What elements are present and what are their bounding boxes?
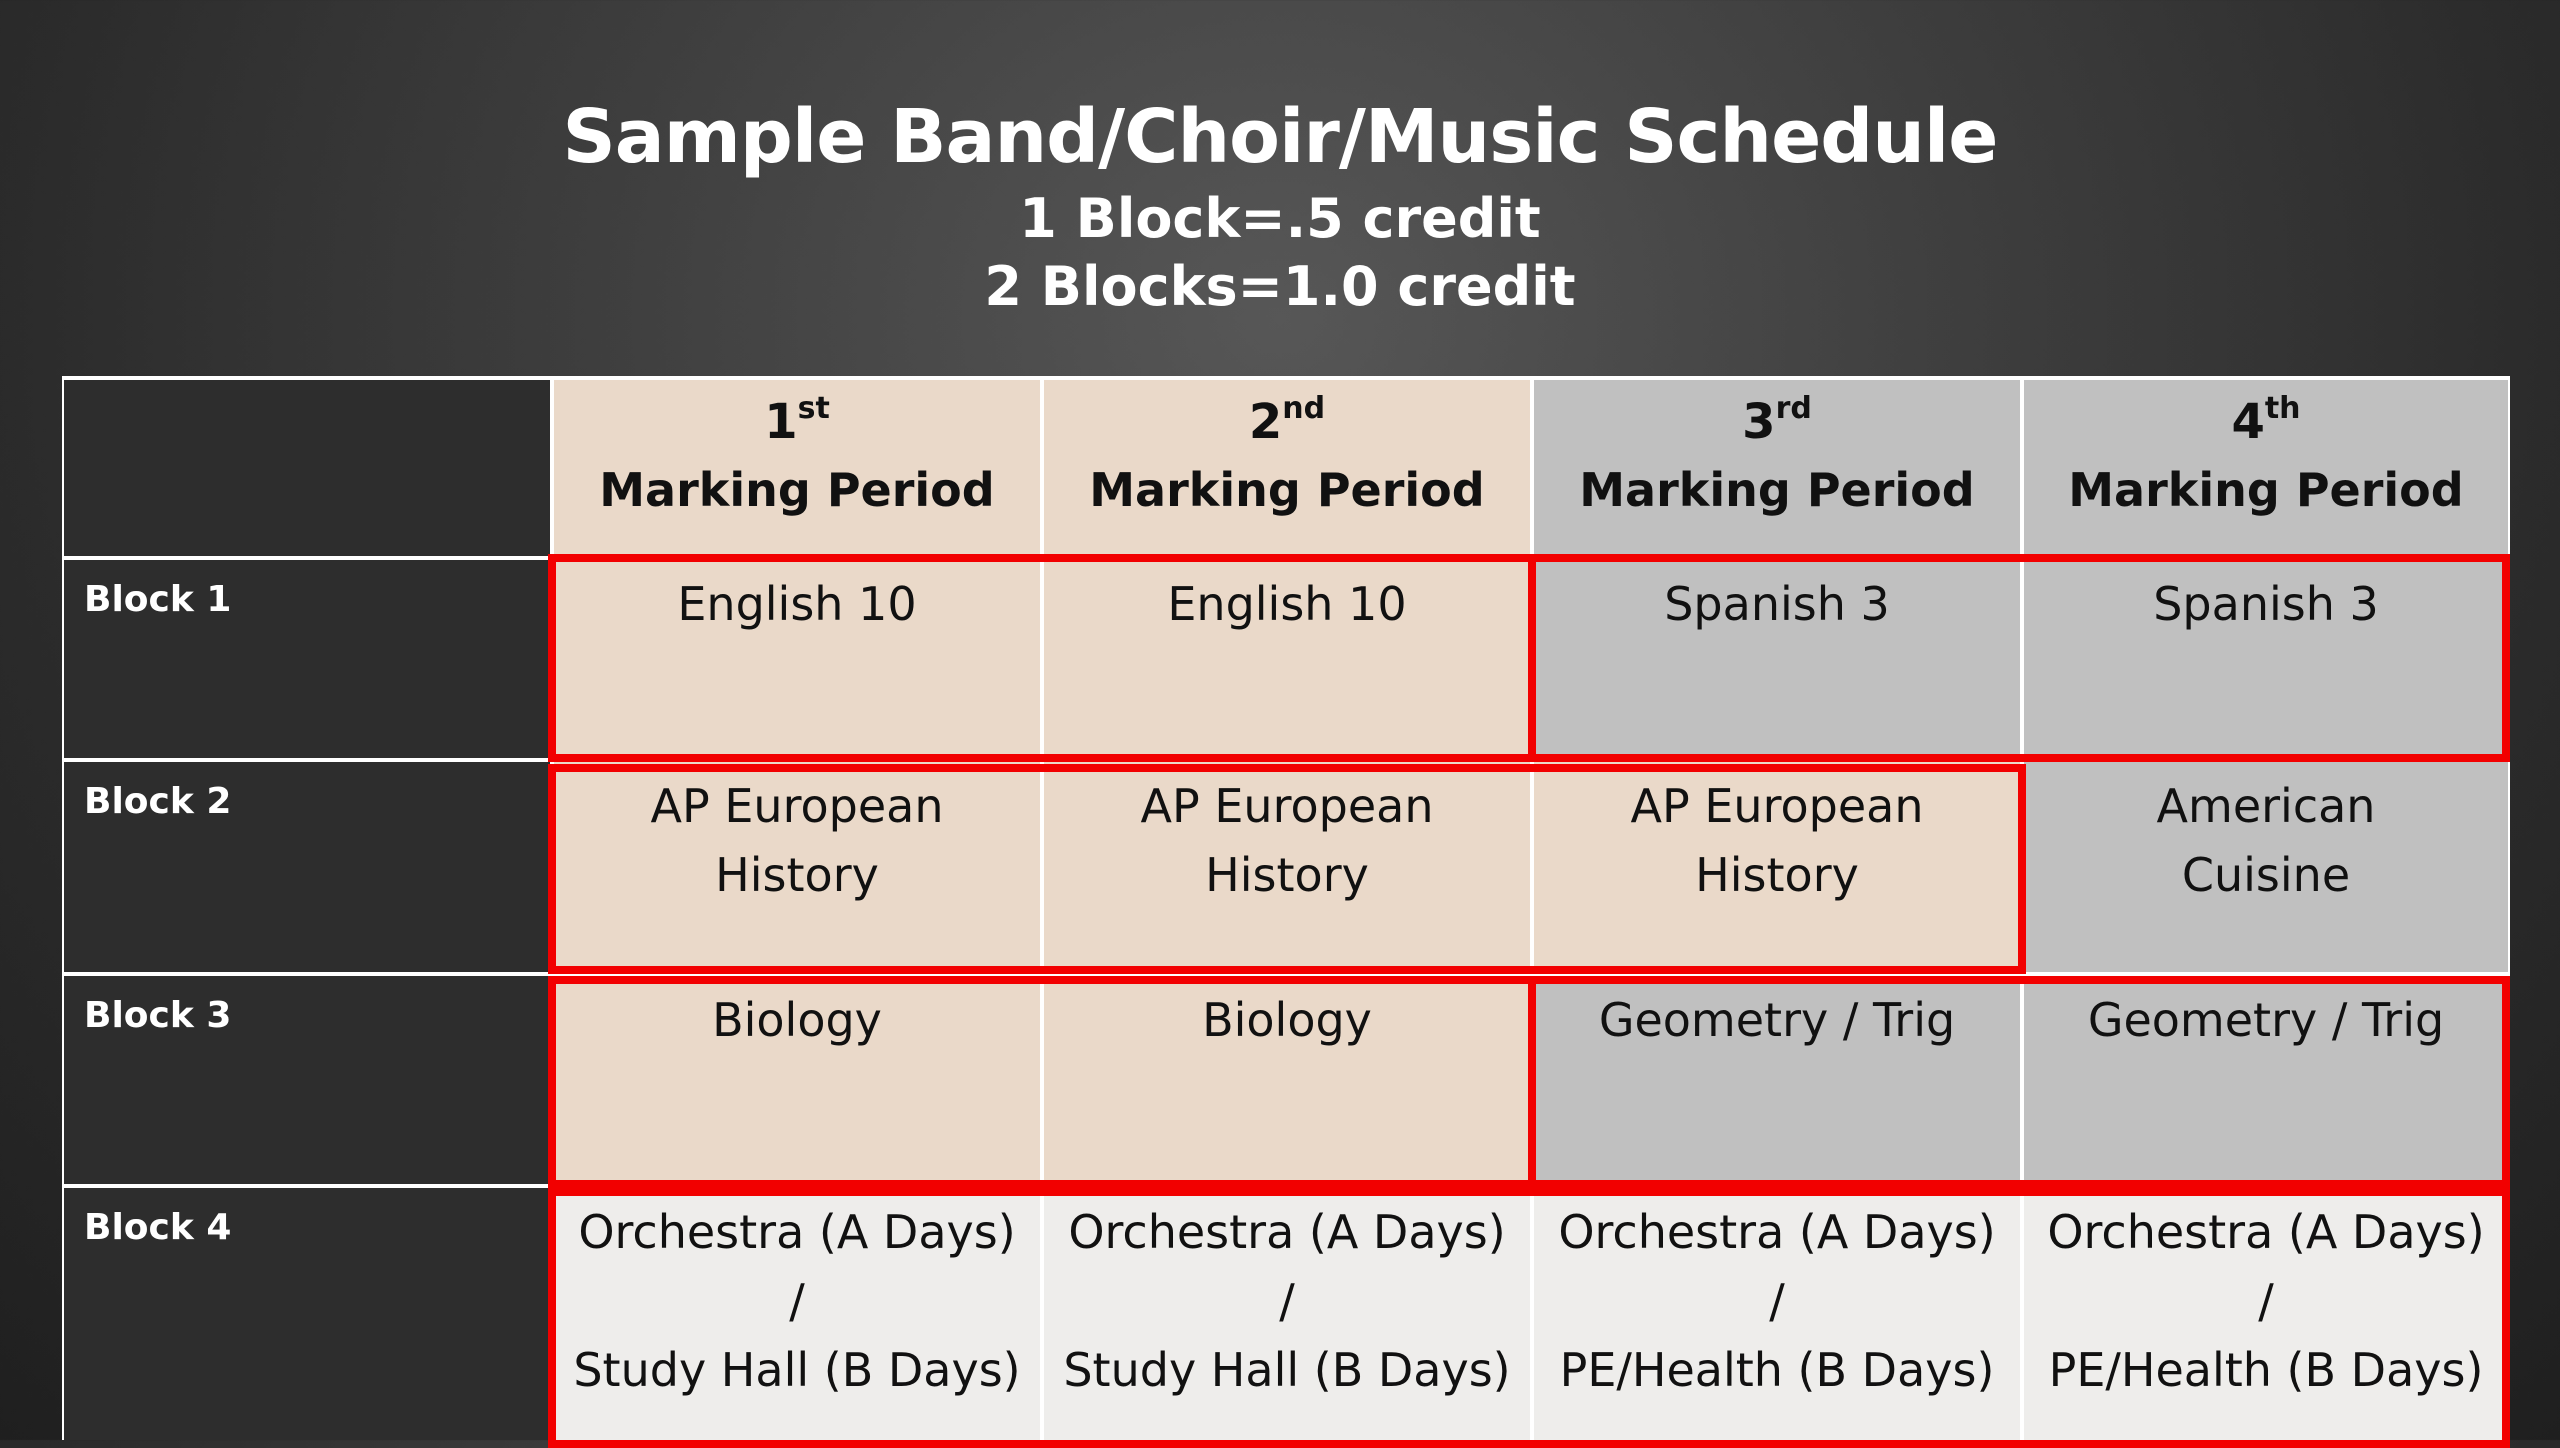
- course-name-line1: Orchestra (A Days): [2047, 1205, 2485, 1259]
- course-cell: [2024, 976, 2508, 1184]
- marking-period-3-label: Marking Period: [1579, 463, 1975, 517]
- marking-period-2-suffix: nd: [1282, 391, 1326, 426]
- slide-title: Sample Band/Choir/Music Schedule: [562, 94, 1998, 180]
- course-name-line1: Orchestra (A Days): [1068, 1205, 1506, 1259]
- course-name-line3: Study Hall (B Days): [1063, 1343, 1511, 1397]
- course-cell: [2024, 762, 2508, 972]
- schedule-table: [62, 376, 2510, 1440]
- slide-subtitle-line1: 1 Block=.5 credit: [1019, 187, 1541, 250]
- course-name-line1: American: [2156, 779, 2376, 833]
- course-name-line1: AP European: [1630, 779, 1924, 833]
- marking-period-3-number: 3: [1742, 394, 1776, 450]
- course-cell: [1534, 762, 2020, 972]
- header-marking-period-4: [2024, 380, 2508, 556]
- header-marking-period-3: [1534, 380, 2020, 556]
- course-name: English 10: [677, 577, 917, 631]
- marking-period-4-suffix: th: [2264, 391, 2301, 426]
- row-label-block-4: Block 4: [64, 1188, 550, 1440]
- row-label-block-1: Block 1: [64, 560, 550, 758]
- marking-period-4-number: 4: [2231, 394, 2265, 450]
- course-name: Biology: [712, 993, 882, 1047]
- course-cell: [1044, 976, 1530, 1184]
- course-name-line2: History: [1205, 848, 1369, 902]
- table-corner-cell: [64, 380, 550, 556]
- header-marking-period-1: [554, 380, 1040, 556]
- course-cell: [554, 560, 1040, 758]
- course-name: Spanish 3: [1664, 577, 1890, 631]
- course-name: Spanish 3: [2153, 577, 2379, 631]
- header-marking-period-2: [1044, 380, 1530, 556]
- marking-period-4-label: Marking Period: [2068, 463, 2464, 517]
- course-name-line2: History: [715, 848, 879, 902]
- course-name: Biology: [1202, 993, 1372, 1047]
- course-name-line3: Study Hall (B Days): [573, 1343, 1021, 1397]
- course-name-line2: /: [1279, 1274, 1295, 1328]
- row-label-block-3: Block 3: [64, 976, 550, 1184]
- course-name-line1: Orchestra (A Days): [578, 1205, 1016, 1259]
- course-name-line1: AP European: [1140, 779, 1434, 833]
- row-label-block-2: Block 2: [64, 762, 550, 972]
- course-cell: [1534, 560, 2020, 758]
- course-name-line2: /: [789, 1274, 805, 1328]
- course-cell: [554, 1188, 1040, 1440]
- course-name: English 10: [1167, 577, 1407, 631]
- course-name-line2: History: [1695, 848, 1859, 902]
- marking-period-2-number: 2: [1248, 394, 1283, 450]
- course-cell: [1044, 1188, 1530, 1440]
- course-cell: [554, 762, 1040, 972]
- course-cell: [1534, 976, 2020, 1184]
- course-name-line1: Orchestra (A Days): [1558, 1205, 1996, 1259]
- course-name: Geometry / Trig: [2087, 993, 2445, 1047]
- course-name-line1: AP European: [650, 779, 944, 833]
- marking-period-1-suffix: st: [797, 391, 830, 426]
- course-name: Geometry / Trig: [1598, 993, 1956, 1047]
- course-cell: [1534, 1188, 2020, 1440]
- course-cell: [2024, 560, 2508, 758]
- course-cell: [1044, 560, 1530, 758]
- course-name-line2: Cuisine: [2181, 848, 2351, 902]
- course-name-line2: /: [1769, 1274, 1785, 1328]
- course-name-line3: PE/Health (B Days): [1559, 1343, 1995, 1397]
- course-cell: [1044, 762, 1530, 972]
- course-name-line3: PE/Health (B Days): [2048, 1343, 2484, 1397]
- course-cell: [2024, 1188, 2508, 1440]
- slide-subtitle-line2: 2 Blocks=1.0 credit: [984, 255, 1576, 318]
- marking-period-3-suffix: rd: [1775, 391, 1812, 426]
- marking-period-1-label: Marking Period: [599, 463, 995, 517]
- course-cell: [554, 976, 1040, 1184]
- course-name-line2: /: [2258, 1274, 2274, 1328]
- marking-period-1-number: 1: [764, 394, 798, 450]
- marking-period-2-label: Marking Period: [1089, 463, 1485, 517]
